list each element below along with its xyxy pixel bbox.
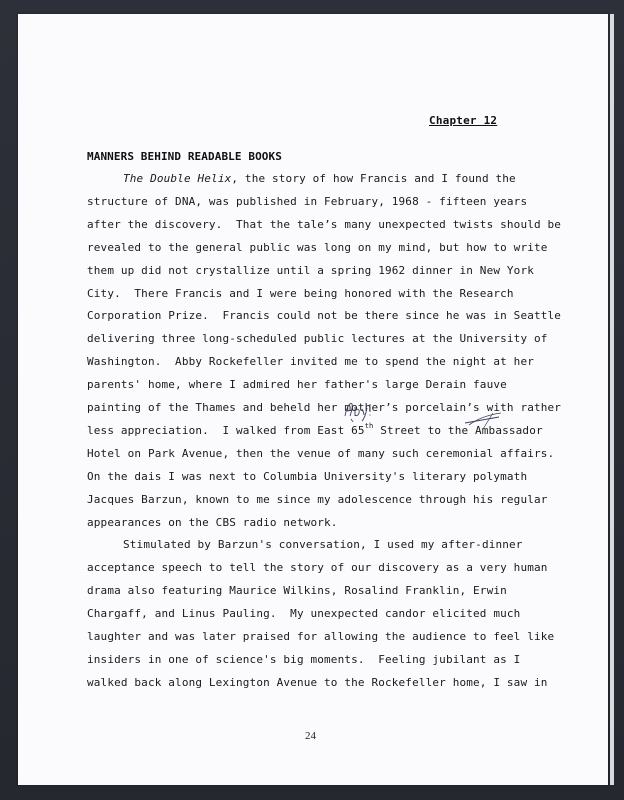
body-line: City. There Francis and I were being honored with the Research: [87, 286, 514, 300]
body-line: painting of the Thames and beheld her mother’s porcelain’s with rather: [87, 401, 562, 414]
body-line: laughter and was later praised for allowing the audience to feel like: [87, 630, 555, 643]
body-line: drama also featuring Maurice Wilkins, Rosalind Franklin, Erwin: [87, 584, 507, 598]
document-page: [18, 14, 608, 785]
body-line: revealed to the general public was long on my mind, but how to write: [87, 240, 548, 254]
line-segment: less appreciation. I walked from East 65: [87, 423, 365, 437]
body-line: [123, 172, 516, 185]
ordinal-superscript: th: [364, 421, 374, 430]
body-line: them up did not crystallize until a spring 1962 dinner in New York: [87, 263, 534, 277]
body-line: acceptance speech to tell the story of our discovery as a very human: [87, 561, 548, 575]
body-line: Chargaff, and Linus Pauling. My unexpected candor elicited much: [87, 607, 521, 621]
body-line: appearances on the CBS radio network.: [87, 515, 338, 529]
body-line: structure of DNA, was published in February, 1968 - fifteen years: [87, 194, 528, 208]
body-line: On the dais I was next to Columbia University's literary polymath: [87, 469, 528, 483]
body-line: Hotel on Park Avenue, then the venue of many such ceremonial affairs.: [87, 446, 555, 460]
line-segment: Street to the Ambassador: [373, 423, 543, 437]
body-line: parents' home, where I admired her father's large Derain fauve: [87, 378, 507, 392]
body-line: Jacques Barzun, known to me since my adolescence through his regular: [87, 492, 548, 506]
body-line: Corporation Prize. Francis could not be there since he was in Seattle: [87, 309, 562, 323]
line-segment: , the story of how Francis and I found the: [231, 172, 516, 185]
section-title: MANNERS BEHIND READABLE BOOKS: [87, 150, 282, 163]
page-number: 24: [305, 730, 316, 742]
body-line: Stimulated by Barzun's conversation, I used my after-dinner: [123, 538, 523, 552]
body-line: delivering three long-scheduled public lectures at the University of: [87, 332, 548, 346]
body-line: insiders in one of science's big moments. Feeling jubilant as I: [87, 652, 521, 666]
body-line: after the discovery. That the tale’s many unexpected twists should be: [87, 217, 562, 231]
body-line: walked back along Lexington Avenue to the Rockefeller home, I saw in: [87, 675, 548, 689]
page-edge-shadow: [610, 14, 614, 785]
strikethrough-mark: [463, 409, 503, 431]
chapter-heading: Chapter 12: [429, 114, 498, 127]
body-line: Washington. Abby Rockefeller invited me to spend the night at her: [87, 355, 534, 369]
handwritten-annotation: [341, 398, 381, 422]
book-title-italic: The Double Helix: [123, 172, 232, 185]
